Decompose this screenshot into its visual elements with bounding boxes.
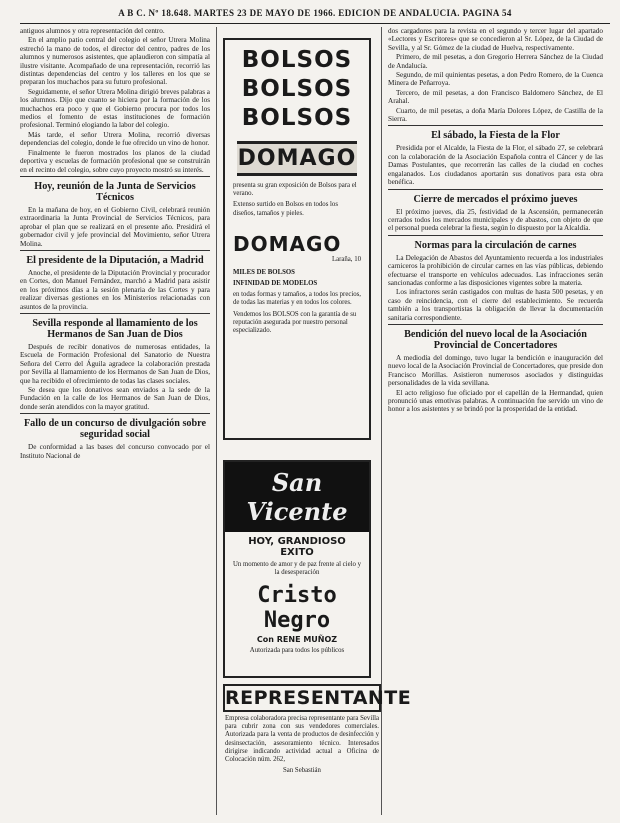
paragraph: Finalmente le fueron mostrados los planos de la ciudad deportiva y escuelas de formación profesional que se construirán en el recinto del colegio, sobre cuyo proyecto mostró su interés. bbox=[20, 148, 210, 174]
page-header bbox=[20, 3, 610, 24]
cinema-name: San Vicente bbox=[225, 462, 369, 532]
paragraph: La Delegación de Abastos del Ayuntamiento recuerda a los industriales carniceros la prohibición de circular carnes en las vías públicas, debiendo efectuarse el transporte en vehículos adecuados. Las infracciones serán sancionadas conforme a las disposiciones vigentes sobre la materia. bbox=[388, 253, 603, 287]
paragraph: El próximo jueves, día 25, festividad de la Ascensión, permanecerán cerrados todos los mercados municipales y de abastos, con objeto de que el personal pueda celebrar la fiesta, según lo dispuesto por la Alcaldía. bbox=[388, 207, 603, 233]
ad-headline: BOLSOS bbox=[241, 76, 353, 102]
divider bbox=[20, 176, 210, 177]
column-right bbox=[388, 27, 603, 815]
ad-text: Extenso surtido en Bolsos en todos los diseños, tamaños y pieles. bbox=[233, 201, 338, 217]
headline: Bendición del nuevo local de la Asociación Provincial de Concertadores bbox=[404, 328, 587, 351]
column-rule bbox=[216, 27, 217, 815]
header-text: A B C. Nº 18.648. MARTES 23 DE MAYO DE 1966. EDICION DE ANDALUCIA. PAGINA 54 bbox=[118, 8, 512, 18]
advertisement-domago bbox=[223, 38, 371, 440]
ad-text: Empresa colaboradora precisa representante para Sevilla para cubrir zona con sus vendedores comerciales. Autorizada para la venta de productos de desinfección y desinsectación, asesoramiento técnico. Interesados dirigirse indicando actividad actual a Oficina de Colocación núm. 262, bbox=[225, 715, 379, 764]
ad-text: Un momento de amor y de paz frente al cielo y la desesperación bbox=[233, 561, 361, 577]
paragraph: Se desea que los donativos sean enviados a la sede de la Fundación en la calle de los Hermanos de San Juan de Dios, donde serán atendidos con la mayor gratitud. bbox=[20, 386, 210, 411]
ad-text: INFINIDAD DE MODELOS bbox=[233, 280, 318, 288]
paragraph: A mediodía del domingo, tuvo lugar la bendición e inauguración del nuevo local de la Asociación Provincial de Concertadores, que preside don Francisco Morillas. Asistieron numerosos asociados y distinguidas personalidades de la vida sevillana. bbox=[388, 353, 603, 388]
divider bbox=[20, 413, 210, 414]
ad-text: Vendemos los BOLSOS con la garantía de su reputación asegurada por nuestro personal especializado. bbox=[233, 310, 357, 335]
headline: Normas para la circulación de carnes bbox=[414, 239, 577, 251]
brand-logo: DOMAGO bbox=[237, 141, 357, 176]
paragraph: Segundo, de mil quinientas pesetas, a don Pedro Romero, de la Cuenca Minera de Peñarroya. bbox=[388, 71, 603, 88]
ad-cast: Con RENE MUÑOZ bbox=[256, 635, 338, 645]
paragraph: Primero, de mil pesetas, a don Gregorio Herrera Sánchez de la Ciudad de Andalucía. bbox=[388, 53, 603, 70]
ad-headline: HOY, GRANDIOSO EXITO bbox=[248, 536, 346, 558]
divider bbox=[20, 250, 210, 251]
ad-text: MILES DE BOLSOS bbox=[233, 268, 295, 276]
paragraph: Anoche, el presidente de la Diputación Provincial y procurador en Cortes, don Manuel Fernández, marchó a Madrid para asistir en los próximos días a la sesión plenaria de las Cortes y para realizar diversas gestiones en los Ministerios relacionadas con asuntos de la provincia. bbox=[20, 268, 210, 311]
ad-headline: REPRESENTANTE bbox=[223, 684, 381, 712]
paragraph: Cuarto, de mil pesetas, a doña María Dolores López, de Castilla de la Sierra. bbox=[388, 106, 603, 124]
ad-text: en todas formas y tamaños, a todos los precios, de todas las materias y en todos los colores. bbox=[233, 291, 361, 307]
divider bbox=[388, 125, 603, 126]
paragraph: De conformidad a las bases del concurso convocado por el Instituto Nacional de bbox=[20, 443, 210, 460]
paragraph: El acto religioso fue oficiado por el capellán de la Hermandad, quien pronunció unas emotivas palabras. A continuación fue servido un vino de honor a los asistentes y se brindó por la prosperidad de la entidad. bbox=[388, 388, 603, 414]
ad-text: Autorizada para todos los públicos bbox=[249, 647, 345, 655]
ad-signature: San Sebastián bbox=[283, 767, 321, 775]
paragraph: Presidida por el Alcalde, la Fiesta de la Flor, el sábado 27, se celebrará con la colaboración de la Asociación Española contra el Cáncer y de las Damas Postulantes, que recorrerán las calles de la ciudad en coches engalanados. Los ciudadanos aportarán sus donativos para esta obra benéfica. bbox=[388, 144, 603, 187]
paragraph: Tercero, de mil pesetas, a don Francisco Baldomero Sánchez, de El Arahal. bbox=[388, 88, 603, 106]
divider bbox=[388, 235, 603, 236]
divider bbox=[388, 324, 603, 325]
paragraph: En la mañana de hoy, en el Gobierno Civil, celebrará reunión extraordinaria la Junta Provincial de Servicios Técnicos, para aprobar el plan que se realizará en el presente año. Presidirá el gobernador civil y jefe provincial del Movimiento, señor Utrera Molina. bbox=[20, 205, 210, 248]
paragraph: dos cargadores para la revista en el segundo y tercer lugar del apartado «Lectores y Escritores» que se concedieron al Sr. López, de la Ciudad de Sevilla, y al Sr. Gómez de la ciudad de Huelva, respectivamente. bbox=[388, 27, 603, 52]
headline: Cierre de mercados el próximo jueves bbox=[413, 193, 578, 205]
paragraph: antiguos alumnos y otra representación del centro. bbox=[20, 27, 165, 35]
paragraph: Los infractores serán castigados con multas de hasta 500 pesetas, y en caso de reincidencia, con el cierre del establecimiento. Se recuerda también a los transportistas la obligación de llevar la documentación sanitaria correspondiente. bbox=[388, 288, 603, 322]
paragraph: En el amplio patio central del colegio el señor Utrera Molina estrechó la mano de todos, el director del centro, padres de los alumnos y numerosos asistentes, que aplaudieron con simpatía al ilustre visitante. Acompañado de una representación, recorrió las distintas dependencias del centro y los talleres en los que se preparan los muchachos para su futuro profesional. bbox=[20, 36, 210, 87]
paragraph: Seguidamente, el señor Utrera Molina dirigió breves palabras a los alumnos. Dijo que cuanto se hiciera por la formación de los muchachos era poco y que el Gobierno procura por todos los medios el fomento de estas instituciones de formación profesional. Terminó elogiando la labor del colegio. bbox=[20, 87, 210, 130]
headline: El sábado, la Fiesta de la Flor bbox=[431, 130, 560, 142]
ad-headline: BOLSOS bbox=[241, 105, 353, 131]
ad-headline: BOLSOS bbox=[241, 47, 353, 73]
headline: Sevilla responde al llamamiento de los Hermanos de San Juan de Dios bbox=[32, 317, 198, 340]
advertisement-representante bbox=[223, 684, 412, 810]
ad-text: presenta su gran exposición de Bolsos para el verano. bbox=[233, 182, 357, 198]
headline: Hoy, reunión de la Junta de Servicios Técnicos bbox=[34, 180, 196, 203]
headline: Fallo de un concurso de divulgación sobre seguridad social bbox=[23, 418, 207, 441]
film-title: Cristo Negro bbox=[257, 583, 337, 634]
divider bbox=[20, 313, 210, 314]
divider bbox=[388, 189, 603, 190]
column-left bbox=[20, 27, 210, 815]
brand-name: DOMAGO bbox=[233, 231, 342, 256]
advertisement-cinema bbox=[223, 460, 371, 678]
headline: El presidente de la Diputación, a Madrid bbox=[26, 254, 204, 266]
paragraph: Después de recibir donativos de numerosas entidades, la Escuela de Formación Profesional del Sanatorio de Nuestra Señora del Cerro del Águila agradece la colaboración prestada por Sevilla al llamamiento de los Hermanos de San Juan de Dios, que ha recibido el ofrecimiento de todas las clases sociales. bbox=[20, 342, 210, 385]
paragraph: Más tarde, el señor Utrera Molina, recorrió diversas dependencias del colegio, donde le fue ofrecido un vino de honor. bbox=[20, 130, 210, 148]
ad-address: Laraña, 10 bbox=[331, 255, 361, 263]
